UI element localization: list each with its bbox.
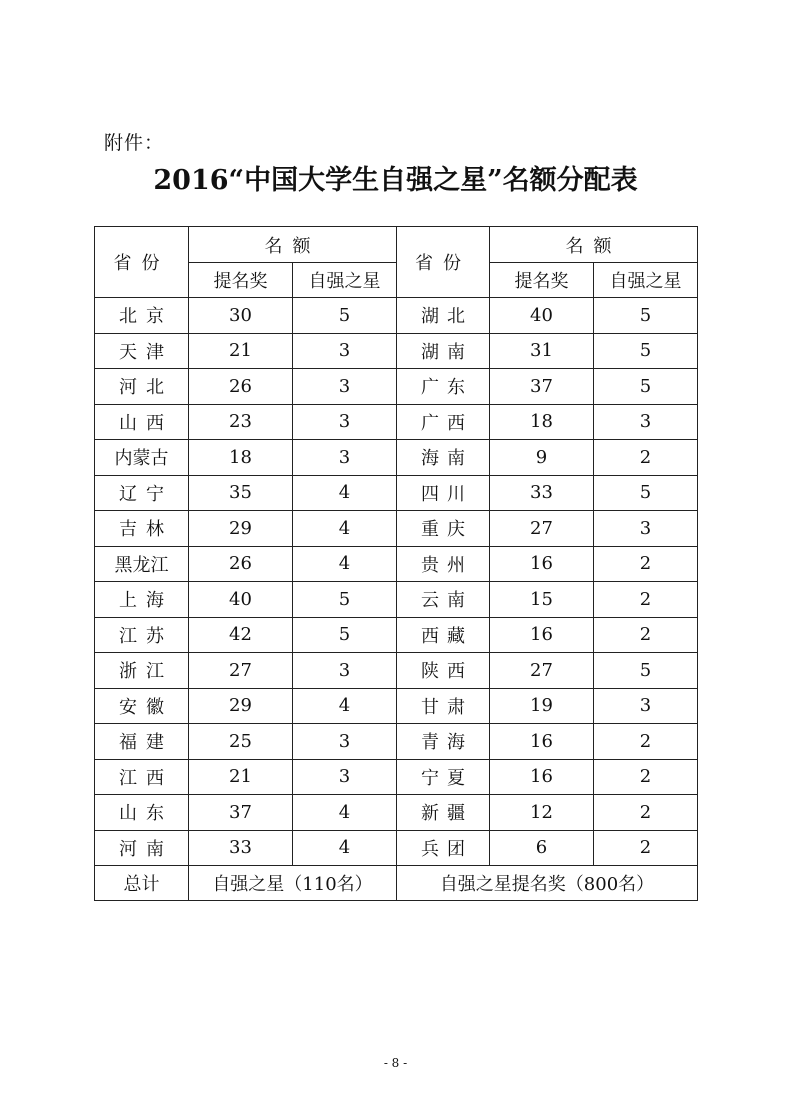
nominee-cell: 18 <box>189 440 293 476</box>
province-cell <box>397 617 490 653</box>
table-row <box>95 688 698 724</box>
province-name: 河 南 <box>119 838 164 860</box>
header-star-right: 自强之星 <box>594 263 698 298</box>
star-cell: 3 <box>293 333 397 369</box>
star-cell: 4 <box>293 546 397 582</box>
province-name: 湖 北 <box>421 306 465 328</box>
table-row <box>95 440 698 476</box>
nominee-cell: 29 <box>189 688 293 724</box>
header-star-left: 自强之星 <box>293 263 397 298</box>
nominee-cell: 16 <box>490 724 594 760</box>
header-quota-left: 名额 <box>189 227 397 263</box>
page-title: 2016“中国大学生自强之星”名额分配表 <box>153 165 638 196</box>
province-name: 上 海 <box>119 590 164 612</box>
table-row <box>95 546 698 582</box>
star-cell: 3 <box>293 440 397 476</box>
star-cell: 3 <box>293 759 397 795</box>
star-cell: 2 <box>594 617 698 653</box>
province-name: 江 西 <box>119 767 164 789</box>
province-name: 安 徽 <box>119 696 164 718</box>
star-cell: 3 <box>594 688 698 724</box>
province-cell <box>397 333 490 369</box>
province-name: 西 藏 <box>421 625 465 647</box>
nominee-cell: 9 <box>490 440 594 476</box>
province-name: 广 东 <box>421 377 465 399</box>
star-cell: 4 <box>293 795 397 831</box>
star-cell: 3 <box>594 511 698 547</box>
province-cell <box>397 546 490 582</box>
province-cell <box>95 475 189 511</box>
star-cell: 4 <box>293 475 397 511</box>
province-cell <box>397 440 490 476</box>
province-name: 陕 西 <box>421 661 465 683</box>
province-cell <box>95 546 189 582</box>
star-cell: 4 <box>293 830 397 866</box>
star-cell: 4 <box>293 511 397 547</box>
nominee-total: 自强之星提名奖（800名） <box>397 866 698 901</box>
table-row <box>95 369 698 405</box>
province-cell <box>397 795 490 831</box>
province-cell <box>95 298 189 334</box>
star-cell: 3 <box>293 404 397 440</box>
table-row <box>95 830 698 866</box>
star-cell: 2 <box>594 582 698 618</box>
province-name: 新 疆 <box>421 803 465 825</box>
nominee-cell: 29 <box>189 511 293 547</box>
table-row <box>95 298 698 334</box>
nominee-cell: 33 <box>490 475 594 511</box>
star-cell: 3 <box>293 724 397 760</box>
province-cell <box>397 759 490 795</box>
nominee-cell: 40 <box>490 298 594 334</box>
table-row <box>95 333 698 369</box>
star-cell: 2 <box>594 830 698 866</box>
quota-table <box>94 226 698 901</box>
province-cell <box>95 582 189 618</box>
nominee-cell: 42 <box>189 617 293 653</box>
header-nominee-left: 提名奖 <box>189 263 293 298</box>
nominee-cell: 23 <box>189 404 293 440</box>
province-cell <box>95 617 189 653</box>
province-cell <box>95 759 189 795</box>
province-name: 浙 江 <box>119 661 164 683</box>
nominee-cell: 16 <box>490 546 594 582</box>
province-name: 辽 宁 <box>119 483 164 505</box>
province-name: 北 京 <box>119 306 164 328</box>
header-province-left: 省份 <box>95 227 189 298</box>
province-name: 重 庆 <box>421 519 465 541</box>
star-cell: 3 <box>293 369 397 405</box>
province-name: 山 东 <box>119 803 164 825</box>
star-cell: 5 <box>293 617 397 653</box>
header-quota-right: 名额 <box>490 227 698 263</box>
province-cell <box>397 475 490 511</box>
star-cell: 5 <box>594 333 698 369</box>
nominee-cell: 21 <box>189 333 293 369</box>
province-cell <box>397 724 490 760</box>
province-name: 山 西 <box>119 412 164 434</box>
table-row <box>95 404 698 440</box>
star-cell: 4 <box>293 688 397 724</box>
province-name: 云 南 <box>421 590 465 612</box>
nominee-cell: 33 <box>189 830 293 866</box>
province-cell <box>397 830 490 866</box>
nominee-cell: 25 <box>189 724 293 760</box>
province-cell <box>95 688 189 724</box>
province-cell <box>397 511 490 547</box>
nominee-cell: 16 <box>490 617 594 653</box>
star-cell: 2 <box>594 724 698 760</box>
province-name: 四 川 <box>421 483 465 505</box>
star-cell: 2 <box>594 795 698 831</box>
province-cell <box>397 298 490 334</box>
table-row <box>95 617 698 653</box>
header-nominee-right: 提名奖 <box>490 263 594 298</box>
star-cell: 2 <box>594 440 698 476</box>
nominee-cell: 37 <box>189 795 293 831</box>
star-cell: 3 <box>594 404 698 440</box>
province-cell <box>95 830 189 866</box>
nominee-cell: 27 <box>490 511 594 547</box>
nominee-cell: 27 <box>490 653 594 689</box>
province-name: 河 北 <box>119 377 164 399</box>
province-cell <box>397 582 490 618</box>
table-row <box>95 475 698 511</box>
page-number: - 8 - <box>383 1056 408 1070</box>
nominee-cell: 6 <box>490 830 594 866</box>
star-cell: 5 <box>293 298 397 334</box>
star-cell: 3 <box>293 653 397 689</box>
star-total: 自强之星（110名） <box>189 866 397 901</box>
attachment-label: 附件： <box>104 132 165 154</box>
province-name: 青 海 <box>421 732 465 754</box>
province-cell <box>397 404 490 440</box>
star-cell: 5 <box>594 369 698 405</box>
province-cell <box>95 795 189 831</box>
province-cell <box>95 653 189 689</box>
province-name: 广 西 <box>421 412 465 434</box>
province-cell <box>95 333 189 369</box>
nominee-cell: 40 <box>189 582 293 618</box>
nominee-cell: 15 <box>490 582 594 618</box>
province-name: 兵 团 <box>421 838 465 860</box>
table-row <box>95 759 698 795</box>
star-cell: 2 <box>594 759 698 795</box>
table-row <box>95 795 698 831</box>
province-name: 湖 南 <box>421 341 465 363</box>
nominee-cell: 18 <box>490 404 594 440</box>
province-name: 内蒙古 <box>114 448 169 470</box>
nominee-cell: 37 <box>490 369 594 405</box>
nominee-cell: 35 <box>189 475 293 511</box>
nominee-cell: 26 <box>189 369 293 405</box>
province-name: 天 津 <box>119 341 164 363</box>
nominee-cell: 30 <box>189 298 293 334</box>
star-cell: 2 <box>594 546 698 582</box>
province-cell <box>397 688 490 724</box>
province-name: 黑龙江 <box>114 554 169 576</box>
table-row <box>95 582 698 618</box>
total-label: 总计 <box>95 866 189 901</box>
province-name: 甘 肃 <box>421 696 465 718</box>
nominee-cell: 16 <box>490 759 594 795</box>
province-cell <box>95 404 189 440</box>
province-name: 贵 州 <box>421 554 465 576</box>
province-cell <box>397 653 490 689</box>
nominee-cell: 27 <box>189 653 293 689</box>
table-row <box>95 724 698 760</box>
nominee-cell: 19 <box>490 688 594 724</box>
header-province-right: 省份 <box>397 227 490 298</box>
star-cell: 5 <box>293 582 397 618</box>
province-name: 江 苏 <box>119 625 164 647</box>
table-row <box>95 653 698 689</box>
nominee-cell: 21 <box>189 759 293 795</box>
star-cell: 5 <box>594 653 698 689</box>
province-name: 福 建 <box>119 732 164 754</box>
nominee-cell: 26 <box>189 546 293 582</box>
province-cell <box>95 724 189 760</box>
table-row <box>95 511 698 547</box>
province-cell <box>95 440 189 476</box>
province-cell <box>95 369 189 405</box>
nominee-cell: 12 <box>490 795 594 831</box>
star-cell: 5 <box>594 475 698 511</box>
header-row-1 <box>95 227 698 263</box>
nominee-cell: 31 <box>490 333 594 369</box>
province-cell <box>95 511 189 547</box>
province-name: 吉 林 <box>119 519 164 541</box>
total-row <box>95 866 698 901</box>
province-cell <box>397 369 490 405</box>
star-cell: 5 <box>594 298 698 334</box>
province-name: 海 南 <box>421 448 465 470</box>
province-name: 宁 夏 <box>421 767 465 789</box>
